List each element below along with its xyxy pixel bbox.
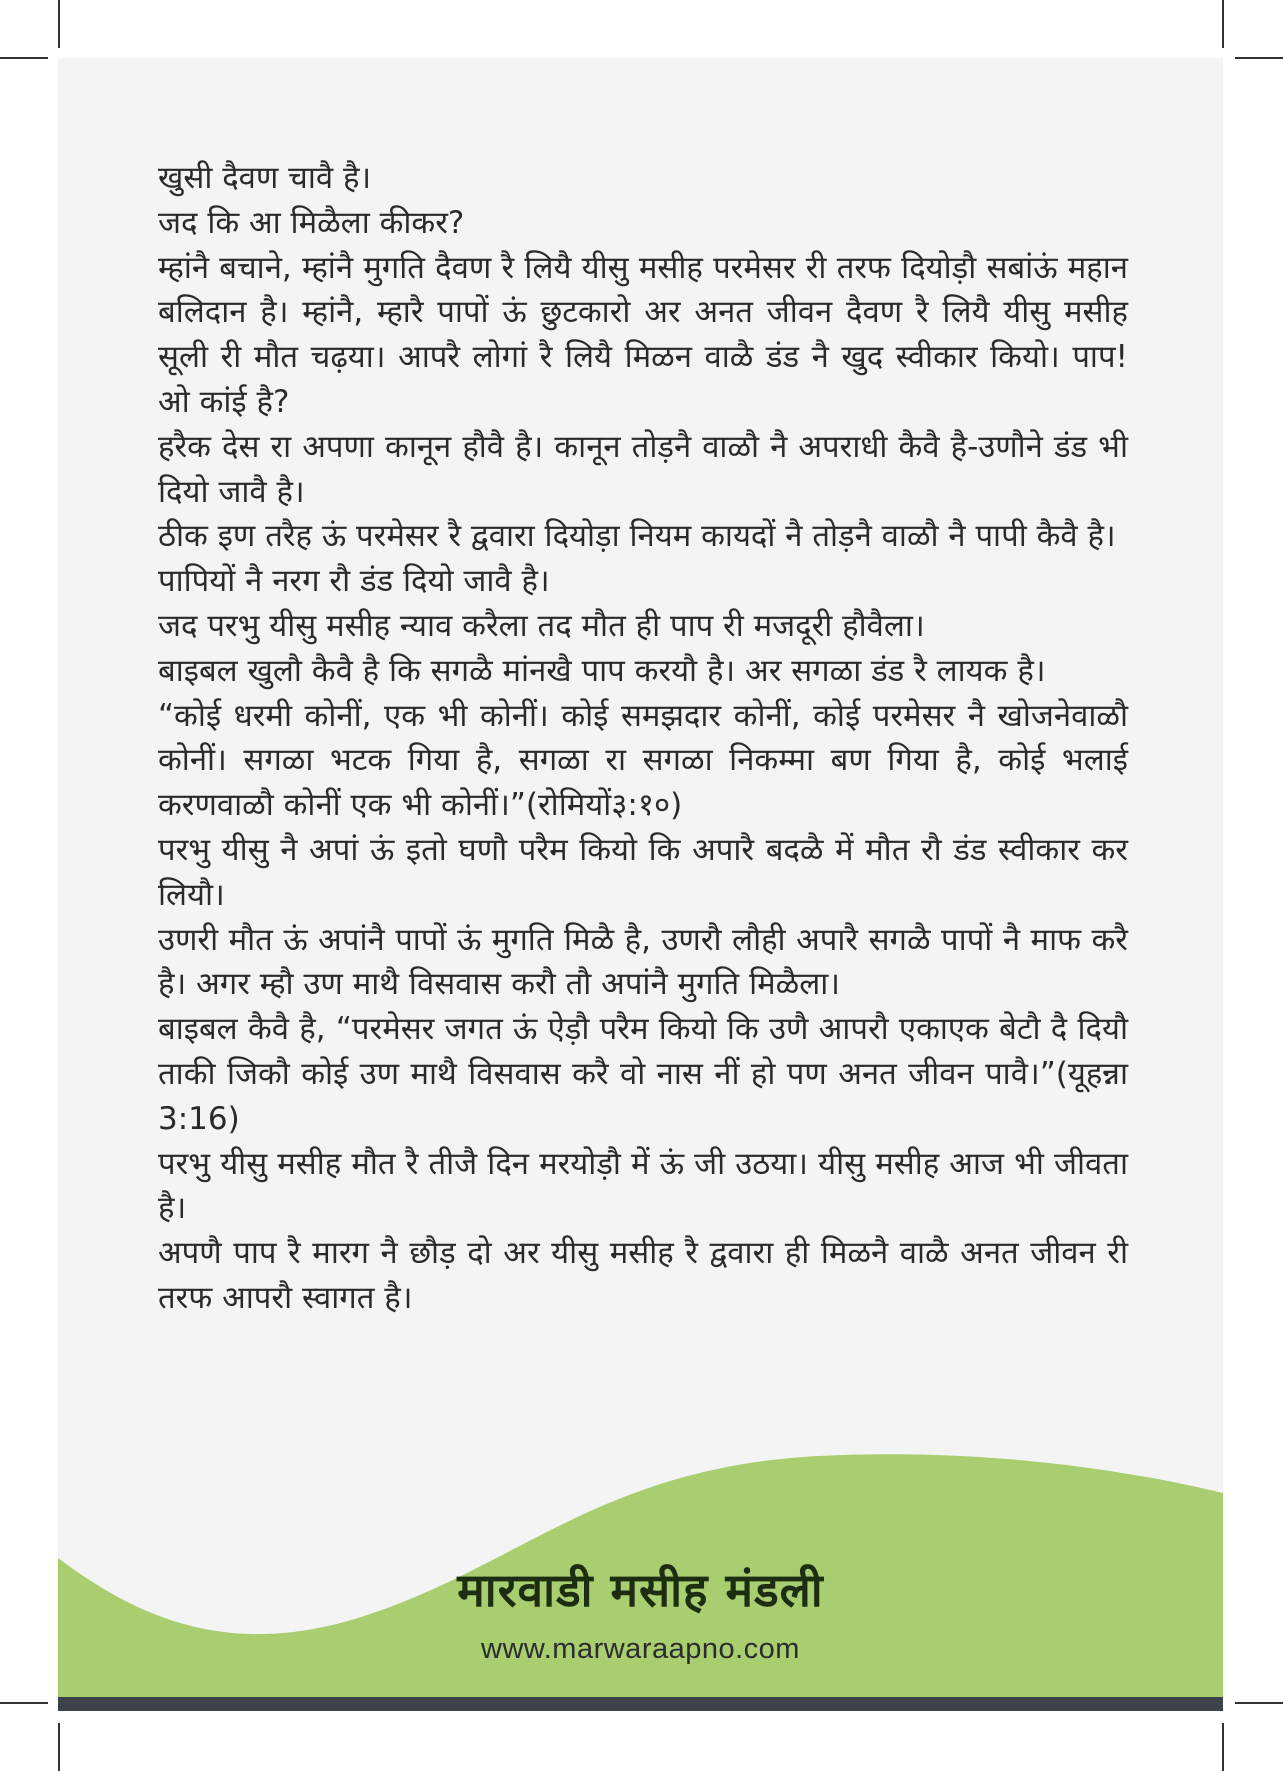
paragraph: “कोई धरमी कोनीं, एक भी कोनीं। कोई समझदार कोनीं, कोई परमेसर नै खोजनेवाळौ कोनीं। सगळा भटक गिया है, सगळा रा सगळा निकम्मा बण गिया है, कोई भलाई करणवाळौ कोनीं एक भी कोनीं।”(रोमियों३:१०) xyxy=(158,697,1128,824)
paragraph: हरैक देस रा अपणा कानून हौवै है। कानून तोड़नै वाळौ नै अपराधी कैवै है-उणौने डंड भी दियो जावै है। xyxy=(158,428,1128,510)
paragraph: म्हांनै बचाने, म्हांनै मुगति दैवण रै लियै यीसु मसीह परमेसर री तरफ दियोड़ौ सबांऊं महान बलिदान है। म्हांनै, म्हारै पापों ऊं छुटकारो अर अनत जीवन दैवण रै लियै यीसु मसीह सूली री मौत चढ़या। आपरै लोगां रै लियै मिळन वाळै डंड नै खुद स्वीकार कियो। पाप! ओ कांई है? xyxy=(158,249,1128,420)
paragraph: परभु यीसु नै अपां ऊं इतो घणौ परैम कियो कि अपारै बदळै में मौत रौ डंड स्वीकार कर लियौ। xyxy=(158,831,1128,913)
crop-mark-top-right xyxy=(1222,0,1224,48)
paragraph: जद परभु यीसु मसीह न्याव करैला तद मौत ही पाप री मजदूरी हौवैला। xyxy=(158,607,925,644)
paragraph: खुसी दैवण चावै है। xyxy=(158,160,372,196)
brand-name: मारवाडी मसीह मंडली xyxy=(457,1563,824,1617)
paragraph: ठीक इण तरैह ऊं परमेसर रै द्ववारा दियोड़ा नियम कायदों नै तोड़नै वाळौ नै पापी कैवै है। xyxy=(158,518,1116,555)
crop-mark-right-bottom xyxy=(1235,1702,1283,1704)
footer-bar xyxy=(58,1697,1223,1711)
crop-mark-top-left xyxy=(58,0,60,48)
paragraph: अपणै पाप रै मारग नै छौड़ दो अर यीसु मसीह रै द्ववारा ही मिळनै वाळै अनत जीवन री तरफ आपरौ स्वागत है। xyxy=(158,1235,1128,1316)
crop-mark-bottom-right xyxy=(1222,1723,1224,1771)
paragraph: पापियों नै नरग रौ डंड दियो जावै है। xyxy=(158,563,550,600)
crop-mark-left-bottom xyxy=(0,1702,48,1704)
website-link[interactable]: www.marwaraapno.com xyxy=(481,1633,800,1665)
crop-mark-bottom-left xyxy=(58,1723,60,1771)
page-sheet xyxy=(58,58,1223,1703)
crop-mark-left-top xyxy=(0,57,48,59)
body-text xyxy=(158,156,1128,1321)
paragraph: परभु यीसु मसीह मौत रै तीजै दिन मरयोड़ौ में ऊं जी उठया। यीसु मसीह आज भी जीवता है। xyxy=(158,1145,1128,1227)
paragraph: जद कि आ मिळैला कीकर? xyxy=(158,204,465,241)
paragraph: बाइबल खुलौ कैवै है कि सगळै मांनखै पाप करयौ है। अर सगळा डंड रै लायक है। xyxy=(158,652,1046,689)
crop-mark-right-top xyxy=(1235,57,1283,59)
paragraph: उणरी मौत ऊं अपांनै पापों ऊं मुगति मिळै है, उणरौ लौही अपारै सगळै पापों नै माफ करै है। अगर म्हौ उण माथै विसवास करौ तौ अपांनै मुगति मिळैला। xyxy=(158,921,1128,1003)
paragraph: बाइबल कैवै है, “परमेसर जगत ऊं ऐड़ौ परैम कियो कि उणै आपरौ एकाएक बेटौ दै दियौ ताकी जिकौ कोई उण माथै विसवास करै वो नास नीं हो पण अनत जीवन पावै।”(यूहन्ना 3:16) xyxy=(158,1011,1128,1137)
